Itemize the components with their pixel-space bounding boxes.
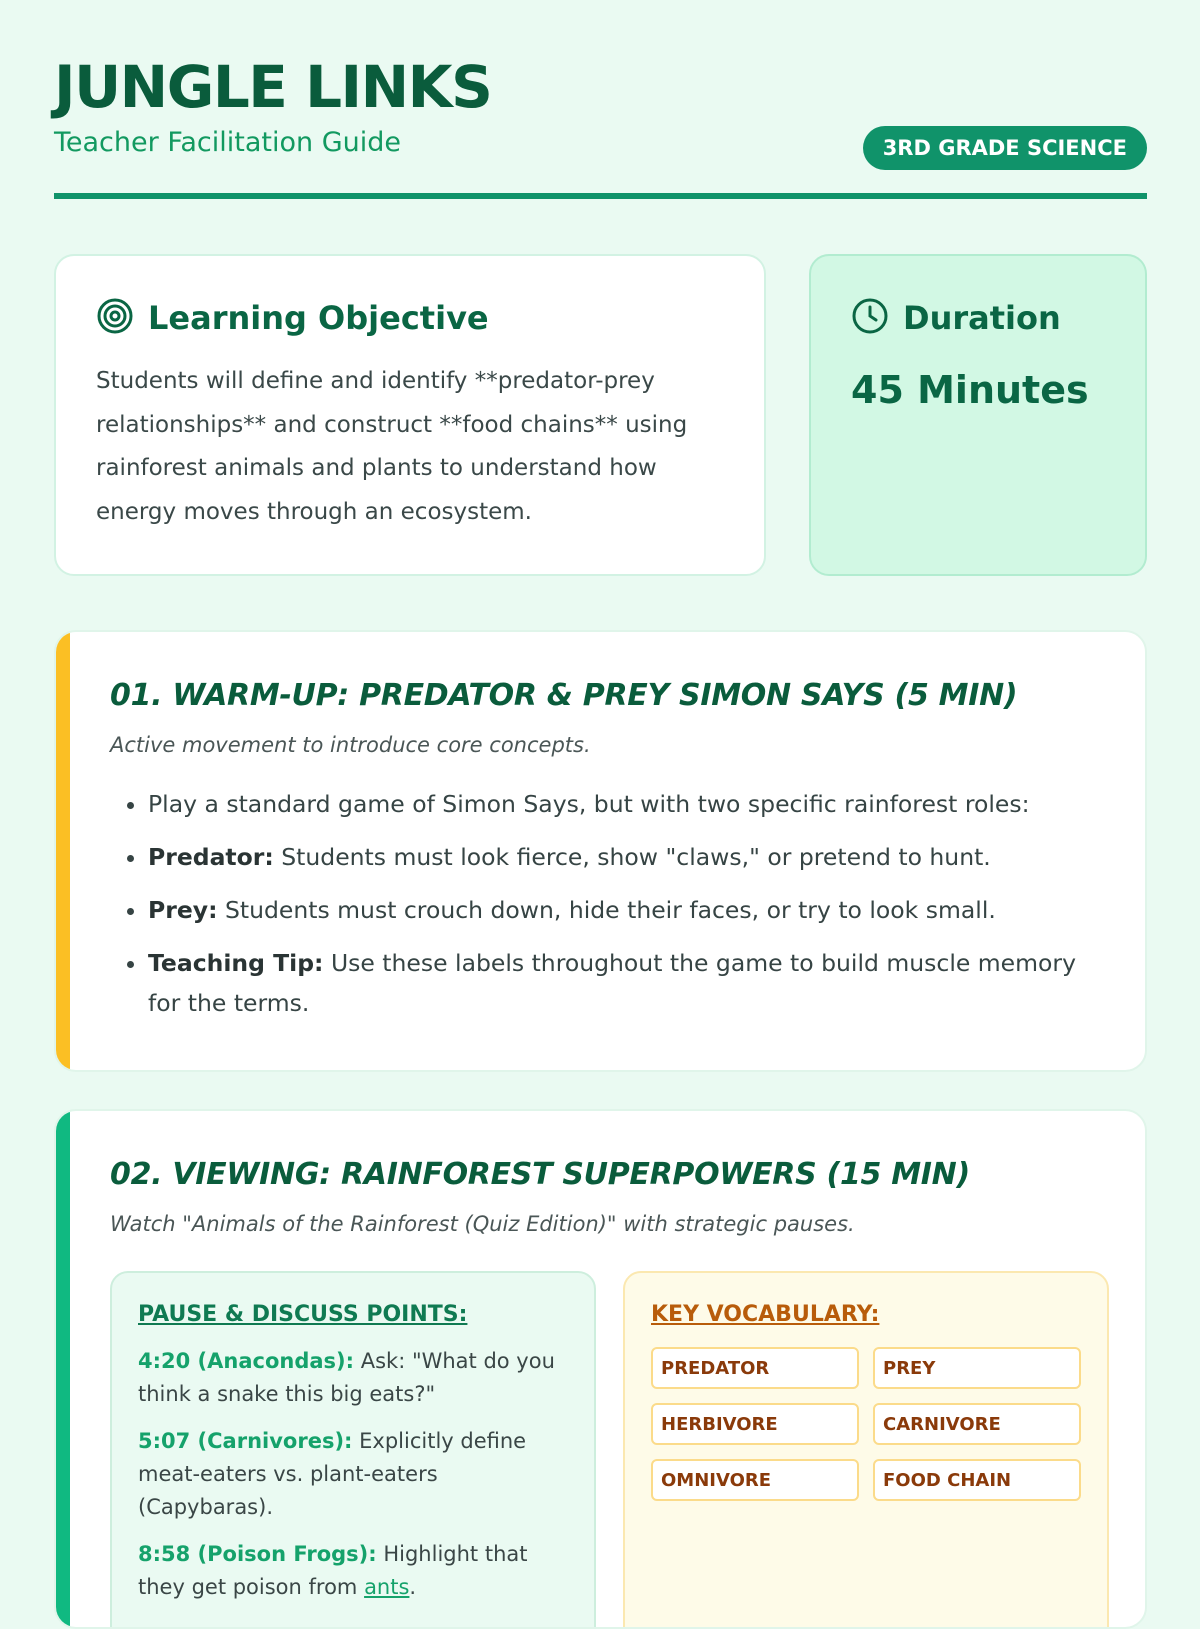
viewing-section (54, 1109, 1147, 1629)
target-icon (96, 297, 134, 339)
header-divider (54, 193, 1147, 199)
vocab-term: CARNIVORE (873, 1403, 1081, 1445)
learning-objective-card (54, 254, 766, 576)
viewing-title: 02. VIEWING: RAINFOREST SUPERPOWERS (15 MIN) (110, 1157, 970, 1192)
page-title: JUNGLE LINKS (54, 53, 492, 121)
objective-heading: Learning Objective (148, 299, 489, 337)
vocabulary-box (623, 1271, 1109, 1629)
list-item: • Predator: Students must look fierce, show "claws," or pretend to hunt. (148, 837, 1105, 877)
warmup-title: 01. WARM-UP: PREDATOR & PREY SIMON SAYS (5 MIN) (110, 678, 1018, 713)
page-subtitle: Teacher Facilitation Guide (54, 127, 401, 158)
pause-item: 8:58 (Poison Frogs): Highlight that they get poison from ants. (138, 1542, 528, 1599)
duration-value: 45 Minutes (851, 368, 1089, 412)
list-item: • Teaching Tip: Use these labels throughout the game to build muscle memory for the terms. (148, 943, 1105, 1023)
list-item: • Prey: Students must crouch down, hide their faces, or try to look small. (148, 890, 1105, 930)
ants-link[interactable]: ants (364, 1575, 410, 1599)
pause-heading: PAUSE & DISCUSS POINTS: (138, 1302, 468, 1327)
grade-badge: 3RD GRADE SCIENCE (863, 126, 1147, 170)
warmup-accent-bar (56, 632, 70, 1070)
vocab-term: HERBIVORE (651, 1403, 859, 1445)
guide-page (54, 0, 1147, 1599)
vocab-term: PREY (873, 1347, 1081, 1389)
vocab-heading: KEY VOCABULARY: (651, 1302, 880, 1327)
duration-card (809, 254, 1147, 576)
pause-discuss-box (110, 1271, 596, 1629)
vocab-term: OMNIVORE (651, 1459, 859, 1501)
warmup-subtitle: Active movement to introduce core concepts. (110, 733, 591, 757)
objective-text: Students will define and identify **predator-prey relationships** and construct **food chains** using rainforest animals and plants to understand how energy moves through an ecosystem. (96, 368, 688, 525)
vocab-term: PREDATOR (651, 1347, 859, 1389)
pause-item: 4:20 (Anacondas): Ask: "What do you think a snake this big eats?" (138, 1349, 555, 1406)
duration-heading: Duration (903, 299, 1061, 337)
viewing-accent-bar (56, 1111, 70, 1627)
vocab-term: FOOD CHAIN (873, 1459, 1081, 1501)
list-item: • Play a standard game of Simon Says, but with two specific rainforest roles: (148, 784, 1105, 824)
warmup-list (110, 784, 1105, 1023)
vocab-grid (651, 1347, 1081, 1501)
warmup-section (54, 630, 1147, 1072)
clock-icon (851, 297, 889, 339)
viewing-subtitle: Watch "Animals of the Rainforest (Quiz Edition)" with strategic pauses. (110, 1212, 855, 1236)
page-header (54, 0, 1147, 200)
pause-item: 5:07 (Carnivores): Explicitly define meat-eaters vs. plant-eaters (Capybaras). (138, 1429, 527, 1519)
